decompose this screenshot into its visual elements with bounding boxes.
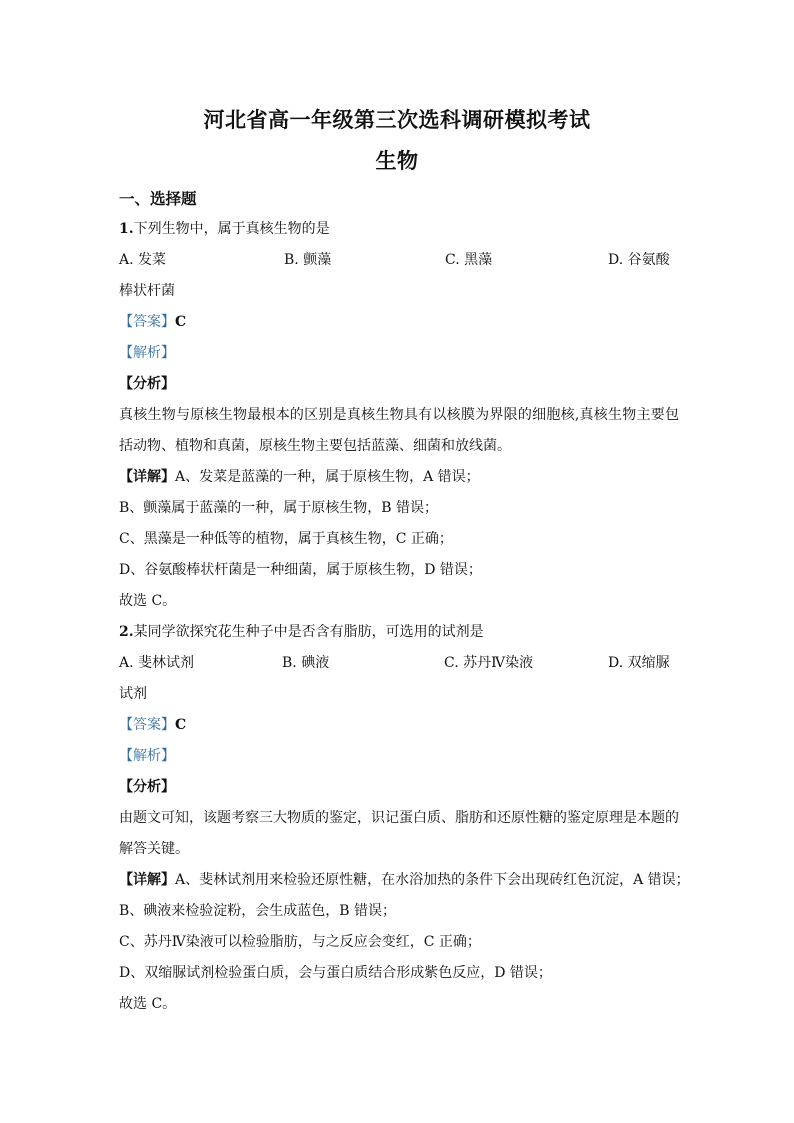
- xiangjie-text: A、发菜是蓝藻的一种，属于原核生物，A 错误；: [175, 469, 480, 485]
- xiangjie-text: D、双缩脲试剂检验蛋白质，会与蛋白质结合形成紫色反应，D 错误；: [119, 965, 552, 981]
- xiangjie-text: C、苏丹Ⅳ染液可以检验脂肪，与之反应会变红，C 正确；: [119, 934, 481, 950]
- answer-value: C: [175, 717, 187, 733]
- option-c: C. 苏丹Ⅳ染液: [444, 655, 534, 671]
- option-d-continuation: 试剂: [119, 686, 147, 702]
- fenxi-text: 由题文可知，该题考察三大物质的鉴定，识记蛋白质、脂肪和还原性糖的鉴定原理是本题的解答关键。: [119, 810, 679, 857]
- analysis-tag: 【解析】: [119, 345, 175, 361]
- option-c: C. 黑藻: [445, 252, 493, 268]
- xiangjie-text: D、谷氨酸棒状杆菌是一种细菌，属于原核生物，D 错误；: [119, 562, 482, 578]
- option-b: B. 碘液: [282, 655, 330, 671]
- xiangjie-text: B、颤藻属于蓝藻的一种，属于原核生物，B 错误；: [119, 500, 439, 516]
- question-number: 2.: [119, 624, 134, 640]
- section-heading: 一、选择题: [119, 189, 197, 208]
- question-2-stem: [119, 617, 679, 648]
- question-text: 下列生物中，属于真核生物的是: [133, 221, 330, 237]
- fenxi-tag: 【分析】: [119, 779, 175, 795]
- answer-tag: 【答案】: [119, 717, 175, 733]
- xiangjie-text: A、斐林试剂用来检验还原性糖，在水浴加热的条件下会出现砖红色沉淀，A 错误；: [175, 872, 690, 888]
- xiangjie-line: [119, 462, 679, 493]
- xiangjie-text: B、碘液来检验淀粉，会生成蓝色，B 错误；: [119, 903, 397, 919]
- option-d: D. 双缩脲: [608, 655, 670, 671]
- exam-content: [119, 183, 690, 1020]
- fenxi-text: 真核生物与原核生物最根本的区别是真核生物具有以核膜为界限的细胞核,真核生物主要包括动物、植物和真菌，原核生物主要包括蓝藻、细菌和放线菌。: [119, 407, 679, 454]
- question-1-stem: [119, 214, 679, 245]
- question-number: 1.: [119, 221, 134, 237]
- exam-title: 河北省高一年级第三次选科调研模拟考试: [203, 107, 591, 132]
- xiangjie-tag: 【详解】: [119, 872, 175, 888]
- option-a: A. 发菜: [119, 252, 167, 268]
- option-d-continuation: 棒状杆菌: [119, 283, 175, 299]
- fenxi-tag: 【分析】: [119, 376, 175, 392]
- xiangjie-text: C、黑藻是一种低等的植物，属于真核生物，C 正确；: [119, 531, 453, 547]
- option-d: D. 谷氨酸: [608, 252, 670, 268]
- conclusion-text: 故选 C。: [119, 593, 177, 609]
- answer-value: C: [175, 314, 187, 330]
- conclusion-text: 故选 C。: [119, 996, 177, 1012]
- option-a: A. 斐林试剂: [119, 655, 195, 671]
- answer-line: [119, 307, 679, 338]
- xiangjie-line: [119, 865, 690, 896]
- analysis-tag: 【解析】: [119, 748, 175, 764]
- question-2-options: [119, 648, 679, 679]
- answer-tag: 【答案】: [119, 314, 175, 330]
- subject-title: 生物: [375, 148, 419, 173]
- option-b: B. 颤藻: [284, 252, 332, 268]
- question-text: 某同学欲探究花生种子中是否含有脂肪，可选用的试剂是: [133, 624, 484, 640]
- xiangjie-tag: 【详解】: [119, 469, 175, 485]
- answer-line: [119, 710, 679, 741]
- question-1-options: [119, 245, 679, 276]
